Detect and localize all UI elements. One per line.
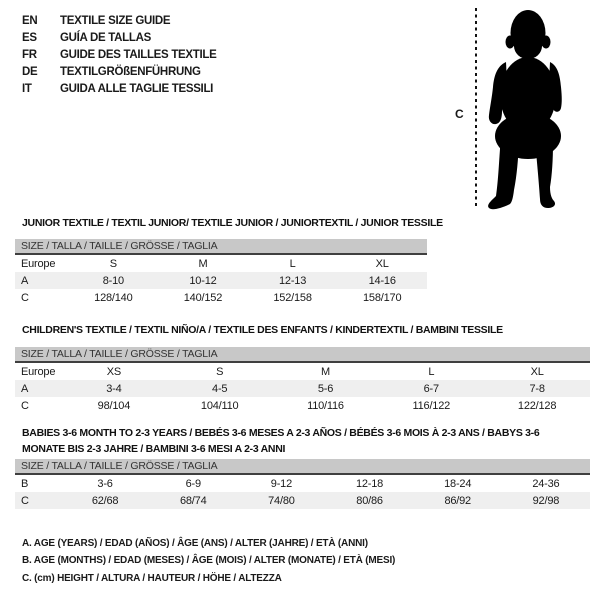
size-cell: 158/170 bbox=[363, 291, 402, 304]
size-cell: 104/110 bbox=[200, 399, 239, 412]
size-cell: S bbox=[216, 365, 224, 378]
size-cell: 12-13 bbox=[279, 274, 307, 287]
size-cell: 5-6 bbox=[317, 382, 334, 395]
size-cell: 18-24 bbox=[444, 477, 472, 490]
row-label: C bbox=[21, 494, 29, 507]
size-cell: M bbox=[198, 257, 208, 270]
size-cell: 10-12 bbox=[189, 274, 217, 287]
junior-table-title: JUNIOR TEXTILE / TEXTIL JUNIOR/ TEXTILE JUNIOR / JUNIORTEXTIL / JUNIOR TESSILE bbox=[22, 217, 443, 229]
toddler-silhouette-icon bbox=[440, 5, 600, 217]
children-size-table bbox=[15, 347, 590, 414]
size-cell: 74/80 bbox=[268, 494, 295, 507]
size-header-bar: SIZE / TALLA / TAILLE / GRÖSSE / TAGLIA bbox=[15, 459, 590, 475]
table-row bbox=[15, 397, 590, 414]
row-label: A bbox=[21, 274, 29, 287]
language-code: FR bbox=[22, 48, 37, 61]
size-cell: L bbox=[289, 257, 296, 270]
size-cell: 116/122 bbox=[412, 399, 451, 412]
guide-title: TEXTILGRÖßENFÜHRUNG bbox=[60, 65, 201, 78]
size-cell: XS bbox=[106, 365, 122, 378]
language-row bbox=[22, 29, 217, 46]
table-row bbox=[15, 363, 590, 380]
size-cell: 62/68 bbox=[91, 494, 119, 507]
row-label: C bbox=[21, 291, 29, 304]
height-measure-figure bbox=[440, 5, 600, 217]
language-code: EN bbox=[22, 14, 38, 27]
size-cell: XL bbox=[530, 365, 544, 378]
footnote-age-months: B. AGE (MONTHS) / EDAD (MESES) / ÂGE (MOIS) / ALTER (MONATE) / ETÀ (MESI) bbox=[22, 555, 396, 567]
size-cell: 12-18 bbox=[355, 477, 384, 490]
language-row bbox=[22, 63, 217, 80]
size-cell: 6-9 bbox=[185, 477, 201, 490]
guide-title: TEXTILE SIZE GUIDE bbox=[60, 14, 171, 27]
size-header-bar: SIZE / TALLA / TAILLE / GRÖSSE / TAGLIA bbox=[15, 347, 590, 363]
size-cell: 80/86 bbox=[356, 494, 383, 507]
size-cell: 24-36 bbox=[532, 477, 560, 490]
size-cell: 152/158 bbox=[273, 291, 312, 304]
row-label: C bbox=[21, 399, 29, 412]
size-cell: 4-5 bbox=[212, 382, 228, 395]
language-code: ES bbox=[22, 31, 37, 44]
table-row bbox=[15, 255, 427, 272]
size-cell: 9-12 bbox=[270, 477, 292, 490]
size-cell: 14-16 bbox=[368, 274, 396, 287]
table-row bbox=[15, 289, 427, 306]
language-code: DE bbox=[22, 65, 38, 78]
size-cell: 6-7 bbox=[423, 382, 439, 395]
footnotes bbox=[22, 535, 395, 587]
size-cell: 7-8 bbox=[529, 382, 545, 395]
size-cell: 98/104 bbox=[97, 399, 131, 412]
footnote-height: C. (cm) HEIGHT / ALTURA / HAUTEUR / HÖHE / ALTEZZA bbox=[22, 572, 282, 584]
table-row bbox=[15, 475, 590, 492]
table-row bbox=[15, 492, 590, 509]
babies-size-table bbox=[15, 459, 590, 509]
size-cell: 86/92 bbox=[444, 494, 471, 507]
size-cell: L bbox=[428, 365, 435, 378]
language-code: IT bbox=[22, 82, 32, 95]
height-measure-label: C bbox=[455, 107, 464, 121]
language-row bbox=[22, 80, 217, 97]
size-cell: 110/116 bbox=[307, 399, 344, 412]
row-label: Europe bbox=[21, 365, 56, 378]
babies-table-title: BABIES 3-6 MONTH TO 2-3 YEARS / BEBÉS 3-6 MESES A 2-3 AÑOS / BÉBÉS 3-6 MOIS À 2-3 ANS / BABYS 3-6 MONATE BIS 2-3 JAHRE / BAMBINI 3-6 MESI A 2-3 ANNI bbox=[22, 427, 540, 455]
row-label: A bbox=[21, 382, 29, 395]
size-cell: M bbox=[321, 365, 330, 378]
size-cell: 122/128 bbox=[517, 399, 557, 412]
table-row bbox=[15, 272, 427, 289]
table-row bbox=[15, 380, 590, 397]
size-header-bar: SIZE / TALLA / TAILLE / GRÖSSE / TAGLIA bbox=[15, 239, 427, 255]
size-cell: 92/98 bbox=[532, 494, 560, 507]
footnote-age-years: A. AGE (YEARS) / EDAD (AÑOS) / ÂGE (ANS) / ALTER (JAHRE) / ETÀ (ANNI) bbox=[22, 538, 368, 549]
size-cell: 140/152 bbox=[183, 291, 223, 304]
size-cell: S bbox=[109, 257, 117, 270]
row-label: B bbox=[21, 477, 29, 490]
row-label: Europe bbox=[21, 257, 56, 270]
language-list bbox=[22, 12, 217, 97]
language-row bbox=[22, 12, 217, 29]
size-cell: 3-6 bbox=[97, 477, 113, 490]
size-cell: 68/74 bbox=[179, 494, 207, 507]
children-table-title: CHILDREN'S TEXTILE / TEXTIL NIÑO/A / TEXTILE DES ENFANTS / KINDERTEXTIL / BAMBINI TESSILE bbox=[22, 324, 503, 336]
size-cell: 3-4 bbox=[106, 382, 122, 395]
guide-title: GUÍA DE TALLAS bbox=[60, 31, 151, 44]
guide-title: GUIDA ALLE TAGLIE TESSILI bbox=[60, 82, 214, 95]
size-cell: 8-10 bbox=[102, 274, 124, 287]
guide-title: GUIDE DES TAILLES TEXTILE bbox=[60, 48, 217, 61]
language-row bbox=[22, 46, 217, 63]
size-cell: 128/140 bbox=[94, 291, 133, 304]
size-cell: XL bbox=[375, 257, 389, 270]
junior-size-table bbox=[15, 239, 427, 306]
